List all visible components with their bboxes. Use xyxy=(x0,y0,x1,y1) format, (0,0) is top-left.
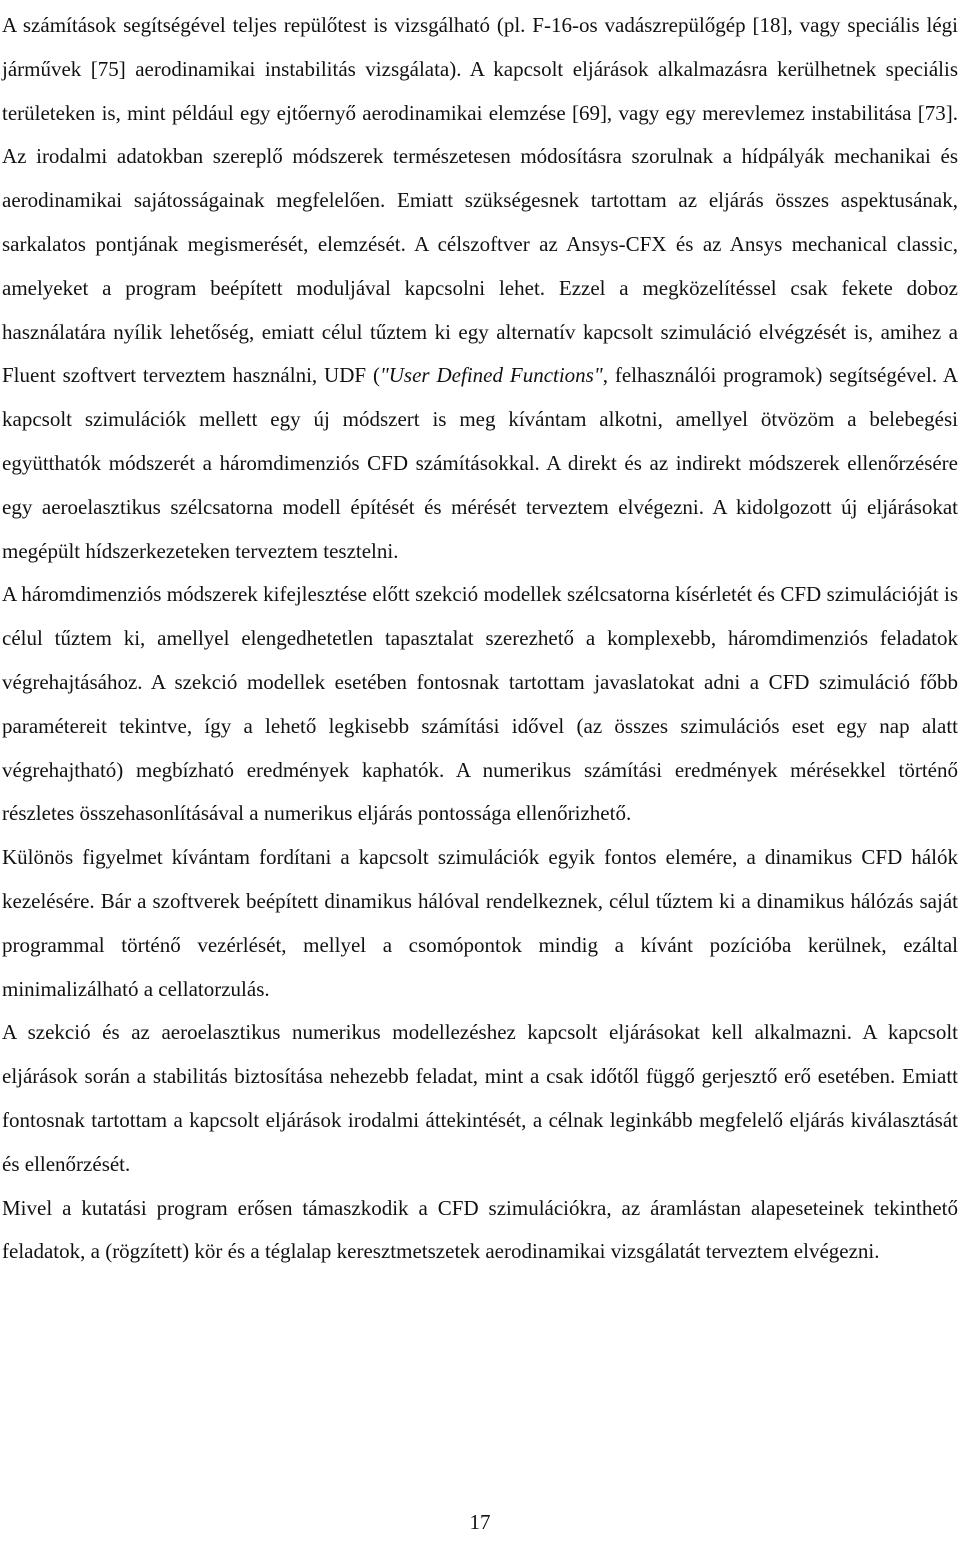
paragraph-1 xyxy=(2,4,958,573)
paragraph-1-italic-term: "User Defined Functions" xyxy=(379,363,603,388)
paragraph-1-text-start: A számítások segítségével teljes repülőtest is vizsgálható (pl. F-16-os vadászrepülőgép [18], vagy speciális légi járművek [75] aerodinamikai instabilitás vizsgálata). A kapcsolt eljárások alkalmazásra kerülhetnek speciális területeken is, mint például egy ejtőernyő aerodinamikai elemzése [69], vagy egy merevlemez instabilitása [73]. Az irodalmi adatokban szereplő módszerek természetesen módosításra szorulnak a hídpályák mechanikai és aerodinamikai sajátosságainak megfelelően. Emiatt szükségesnek tartottam az eljárás összes aspektusának, sarkalatos pontjának megismerését, elemzését. A célszoftver az Ansys-CFX és az Ansys mechanical classic, amelyeket a program beépített moduljával kapcsolni lehet. Ezzel a megközelítéssel csak fekete doboz használatára nyílik lehetőség, emiatt célul tűztem ki egy alternatív kapcsolt szimuláció elvégzését is, amihez a Fluent szoftvert terveztem használni, UDF ( xyxy=(2,13,958,388)
paragraph-4: A szekció és az aeroelasztikus numerikus modellezéshez kapcsolt eljárásokat kell alkalmazni. A kapcsolt eljárások során a stabilitás biztosítása nehezebb feladat, mint a csak időtől függő gerjesztő erő esetében. Emiatt fontosnak tartottam a kapcsolt eljárások irodalmi áttekintését, a célnak leginkább megfelelő eljárás kiválasztását és ellenőrzését. xyxy=(2,1020,958,1176)
paragraph-2: A háromdimenziós módszerek kifejlesztése előtt szekció modellek szélcsatorna kísérletét és CFD szimulációját is célul tűztem ki, amellyel elengedhetetlen tapasztalat szerezhető a komplexebb, háromdimenziós feladatok végrehajtásához. A szekció modellek esetében fontosnak tartottam javaslatokat adni a CFD szimuláció főbb paramétereit tekintve, így a lehető legkisebb számítási idővel (az összes szimulációs eset egy nap alatt végrehajtható) megbízható eredmények kaphatók. A numerikus számítási eredmények mérésekkel történő részletes összehasonlításával a numerikus eljárás pontossága ellenőrizhető. xyxy=(2,582,958,826)
paragraph-3: Különös figyelmet kívántam fordítani a kapcsolt szimulációk egyik fontos elemére, a dinamikus CFD hálók kezelésére. Bár a szoftverek beépített dinamikus hálóval rendelkeznek, célul tűztem ki a dinamikus hálózás saját programmal történő vezérlését, mellyel a csomópontok mindig a kívánt pozícióba kerülnek, ezáltal minimalizálható a cellatorzulás. xyxy=(2,845,958,1001)
paragraph-5: Mivel a kutatási program erősen támaszkodik a CFD szimulációkra, az áramlástan alapeseteinek tekinthető feladatok, a (rögzített) kör és a téglalap keresztmetszetek aerodinamikai vizsgálatát terveztem elvégezni. xyxy=(2,1195,958,1264)
page-number: 17 xyxy=(469,1510,491,1534)
paragraph-1-text-end: , felhasználói programok) segítségével. A kapcsolt szimulációk mellett egy új módszert is meg kívántam alkotni, amellyel ötvözöm a belebegési együtthatók módszerét a háromdimenziós CFD számításokkal. A direkt és az indirekt módszerek ellenőrzésére egy aeroelasztikus szélcsatorna modell építését és mérését terveztem elvégezni. A kidolgozott új eljárásokat megépült hídszerkezeteken terveztem tesztelni. xyxy=(2,363,958,563)
